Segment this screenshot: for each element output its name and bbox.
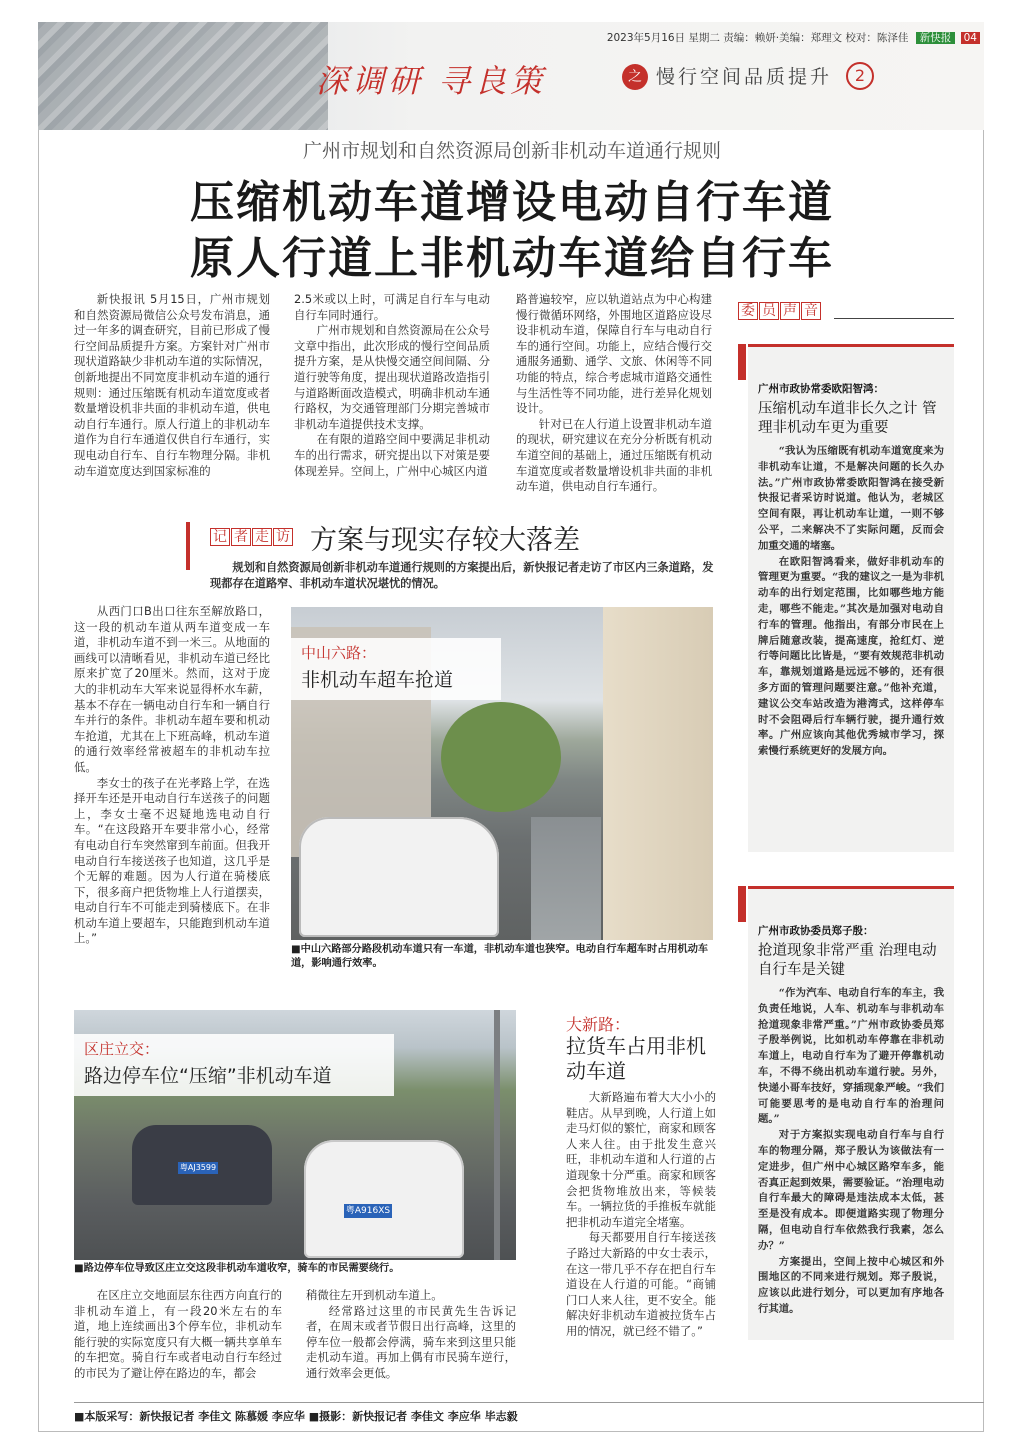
- daxin-column: [566, 1090, 716, 1340]
- voice-1-text: [758, 444, 944, 760]
- voice-1-headline: 压缩机动车道非长久之计 管理非机动车更为重要: [758, 401, 937, 436]
- voice-rule: [834, 318, 954, 319]
- footer-rule: [74, 1402, 984, 1403]
- photo-tree: [441, 702, 561, 812]
- intro-paragraph: 针对已在人行道上设置非机动车道的现状，研究建议在充分分析既有机动车道空间的基础上，通过压缩既有机动车道宽度或者数量增设机非共面的非机动车道，供电动自行车通行。: [516, 416, 712, 494]
- intro-paragraph: 新快报讯 5月15日，广州市规划和自然资源局微信公众号发布消息，通过一年多的调查研究，目前已形成了慢行空间品质提升方案。方案针对广州市现状道路缺少非机动车道的实际情况，创新地提出不同宽度非机动车道的通行规则：通过压缩既有机动车道宽度或者数量增设机非共面的非机动车道，供电动自行车通行。原人行道上的非机动车道作为自行车通道仅供自行车通行，实现电动自行车、自行车物理分隔。非机动车道宽度达到国家标准的: [74, 292, 270, 478]
- daxin-road-subtitle: 拉货车占用非机动车道: [566, 1034, 706, 1083]
- photo-bike-lane: [531, 817, 601, 940]
- intro-column-2: [294, 292, 490, 479]
- intro-column-3: [516, 292, 712, 495]
- intro-paragraph: 路普遍较窄，应以轨道站点为中心构建慢行微循环网络，外围地区道路应设尽设非机动车道，保障自行车与电动自行车的通行空间。功能上，应结合慢行交通服务通勤、通学、文旅、休闲等不同功能的特点，综合考虑城市道路交通性与生活性等不同功能，进行差异化规划设计。: [516, 292, 712, 416]
- date-line-text: 2023年5月16日 星期二 责编：赖妍·美编：郑理文 校对：陈泽佳: [606, 32, 909, 44]
- page-number: 04: [961, 32, 980, 44]
- voice-tag-char: 声: [780, 302, 800, 320]
- intro-paragraph: 在有限的道路空间中要满足非机动车的出行需求，研究提出以下对策是要体现差异。空间上，广州中心城区内道: [294, 432, 490, 478]
- photo-2-title-box: [74, 1034, 394, 1096]
- section-tag: [210, 526, 294, 546]
- series-title: 慢行空间品质提升: [656, 66, 833, 88]
- body-paragraph: 经常路过这里的市民黄先生告诉记者，在周末或者节假日出行高峰，这里的停车位一般都会停满，骑车来到这里只能走机动车道。再加上偶有市民骑车逆行，通行效率会更低。: [306, 1303, 516, 1380]
- voice-paragraph: 对于方案拟实现电动自行车与自行车的物理分隔，郑子殷认为该做法有一定进步，但广州中心城区路窄车多，能否真正起到效果，需要验证。“治理电动自行车最大的障碍是违法成本太低，甚至是没有成本。即便道路实现了物理分隔，但电动自行车依然我行我素，怎么办？”: [758, 1129, 944, 1252]
- headline-line-1: 压缩机动车道增设电动自行车道: [190, 177, 834, 228]
- body-paragraph: 稍微往左开到机动车道上。: [306, 1288, 443, 1302]
- intro-paragraph: 广州市规划和自然资源局在公众号文章中指出，此次形成的慢行空间品质提升方案，是从快慢交通空间间隔、分道行驶等角度，提出现状道路改造指引与道路断面改造模式，明确非机动车通行路权，为交通管理部门分期完善城市非机动车道提供技术支撑。: [294, 323, 490, 431]
- body-paragraph: 李女士的孩子在光孝路上学，在选择开车还是开电动自行车送孩子的问题上，李女士毫不迟疑地选电动自行车。“在这段路开车要非常小心，经常有电动自行车突然窜到车前面。但我开电动自行车接送孩子也知道，这几乎是个无解的难题。因为人行道在骑楼底下，很多商户把货物堆上人行道摆卖，电动自行车不可能走到骑楼底下。在非机动车道上要超车，只能跑到机动车道上。”: [74, 775, 270, 946]
- voice-box-ouyang: [748, 344, 954, 852]
- section-tag-char: 者: [231, 528, 251, 546]
- photo-car: [299, 817, 499, 937]
- vbox-1-accent: [738, 344, 746, 380]
- vbox-2-accent: [738, 886, 746, 922]
- body-paragraph: 从西门口B出口往东至解放路口，这一段的机动车道从两车道变成一车道，非机动车道不到一米三。从地面的画线可以清晰看见，非机动车道已经比原来扩宽了20厘米。然而，这对于庞大的非机动车大军来说显得杯水车薪，基本不存在一辆电动自行车和一辆自行车并行的条件。非机动车超车要和机动车抢道，尤其在上下班高峰，机动车道的通行效率经常被超车的非机动车拉低。: [74, 604, 270, 774]
- photo-plate-front: 粤A916XS: [345, 1206, 391, 1216]
- zhi-badge: 之: [622, 64, 648, 90]
- voice-tag-char: 委: [738, 302, 758, 320]
- intro-paragraph: 2.5米或以上时，可满足自行车与电动自行车同时通行。: [294, 292, 490, 322]
- voice-paragraph: 在欧阳智鸿看来，做好非机动车的管理更为重要。“我的建议之一是为非机动车的出行划定范围，比如哪些地方能走，哪些不能走。”其次是加强对电动自行车的管理。他指出，有部分市民在上牌后随意改装，提高速度，抢红灯、逆行等问题比比皆是，“要有效规范非机动车，靠规划道路是远远不够的，还有很多方面的管理问题要注意。”他补充道，建议公交车站改造为港湾式，这样停车时不会阻碍后行车辆行驶，提升通行效率。广州应该向其他优秀城市学习，探索慢行系统更好的发展方向。: [758, 555, 944, 758]
- date-line: [607, 30, 980, 45]
- photo-1-title-box: [291, 638, 501, 700]
- photo-2-subtitle: 路边停车位“压缩”非机动车道: [84, 1065, 332, 1087]
- voice-2-headline: 抢道现象非常严重 治理电动自行车是关键: [758, 943, 937, 978]
- section-tag-char: 走: [252, 528, 272, 546]
- photo-arcade: [603, 607, 713, 940]
- photo-1-caption: ■中山六路部分路段机动车道只有一车道，非机动车道也狭窄。电动自行车超车时占用机动车道，影响通行效率。: [291, 944, 709, 969]
- voice-tag-char: 员: [759, 302, 779, 320]
- voice-1-speaker: 广州市政协常委欧阳智鸿：: [758, 383, 884, 395]
- section-tag-char: 访: [273, 528, 293, 546]
- series-number: 2: [846, 62, 874, 90]
- voice-2-speaker: 广州市政协委员郑子殷：: [758, 925, 874, 937]
- masthead-photo: [38, 22, 328, 130]
- photo-plate-back: 粤AJ3599: [179, 1163, 217, 1172]
- body-paragraph: 大新路遍布着大大小小的鞋店。从早到晚，人行道上如走马灯似的繁忙，商家和顾客人来人往。由于批发生意兴旺，非机动车道和人行道的占道现象十分严重。商家和顾客会把货物堆放出来，等候装车。一辆拉货的手推板车就能把非机动车道完全堵塞。: [566, 1090, 716, 1229]
- column-logo: 深调研 寻良策: [316, 62, 547, 100]
- quzhuang-column-1: [74, 1288, 282, 1382]
- photo-white-car: [304, 1140, 464, 1258]
- voice-tag: [738, 300, 822, 320]
- voice-2-text: [758, 986, 944, 1318]
- photo-2-road: 区庄立交：: [84, 1040, 160, 1058]
- voice-paragraph: 方案提出，空间上按中心城区和外围地区的不同来进行规划。郑子殷说，应该以此进行划分，可以更加有序地各行其道。: [758, 1255, 944, 1315]
- section-tag-char: 记: [210, 528, 230, 546]
- voice-box-zheng: [748, 886, 954, 1340]
- photo-1-road: 中山六路：: [301, 644, 377, 662]
- photo-2-caption: ■路边停车位导致区庄立交这段非机动车道收窄，骑车的市民需要绕行。: [74, 1263, 400, 1274]
- photo-pole: [494, 1010, 500, 1260]
- voice-tag-char: 音: [801, 302, 821, 320]
- quzhuang-column-2: [306, 1288, 516, 1382]
- daxin-road-name: 大新路：: [566, 1015, 631, 1034]
- headline-line-2: 原人行道上非机动车道给自行车: [190, 233, 834, 284]
- voice-paragraph: “作为汽车、电动自行车的车主，我负责任地说，人车、机动车与非机动车抢道现象非常严重。”广州市政协委员郑子殷举例说，比如机动车停靠在非机动车道上，电动自行车为了避开停靠机动车，不得不绕出机动车道行驶。另外，快递小哥车技好，穿插现象严峻。“我们可能要思考的是电动自行车的治理问题。”: [758, 987, 944, 1126]
- voice-paragraph: “我认为压缩既有机动车道宽度来为非机动车让道，不是解决问题的长久办法。”广州市政协常委欧阳智鸿在接受新快报记者采访时说道。他认为，老城区空间有限，再让机动车让道，一则不够公平，二来解决不了实际问题，反而会加重交通的堵塞。: [758, 445, 944, 552]
- kicker: 广州市规划和自然资源局创新非机动车道通行规则: [302, 140, 721, 162]
- section-lede: 规划和自然资源局创新非机动车道通行规则的方案提出后，新快报记者走访了市区内三条道路，发现都存在道路窄、非机动车道状况堪忧的情况。: [210, 560, 714, 590]
- photo-1-subtitle: 非机动车超车抢道: [301, 669, 454, 691]
- section-title: 方案与现实存较大落差: [310, 525, 580, 556]
- footer-credits: ■本版采写：新快报记者 李佳文 陈慕媛 李应华 ■摄影：新快报记者 李佳文 李应华 毕志毅: [74, 1410, 518, 1423]
- section-rule: [186, 522, 190, 570]
- intro-column-1: [74, 292, 270, 479]
- body-paragraph: 在区庄立交地面层东往西方向直行的非机动车道上，有一段20米左右的车道，地上连续画出3个停车位，非机动车能行驶的实际宽度只有大概一辆共享单车的车把宽。骑自行车或者电动自行车经过的市民为了避让停在路边的车，都会: [74, 1288, 282, 1380]
- brand-badge: 新快报: [916, 32, 956, 44]
- body-paragraph: 每天都要用自行车接送孩子路过大新路的中女士表示，在这一带几乎不存在把自行车道设在人行道的可能。“商铺门口人来人往，更不安全。能解决好非机动车道被拉货车占用的情况，就已经不错了。”: [566, 1230, 716, 1338]
- zhongshan-column: [74, 604, 270, 947]
